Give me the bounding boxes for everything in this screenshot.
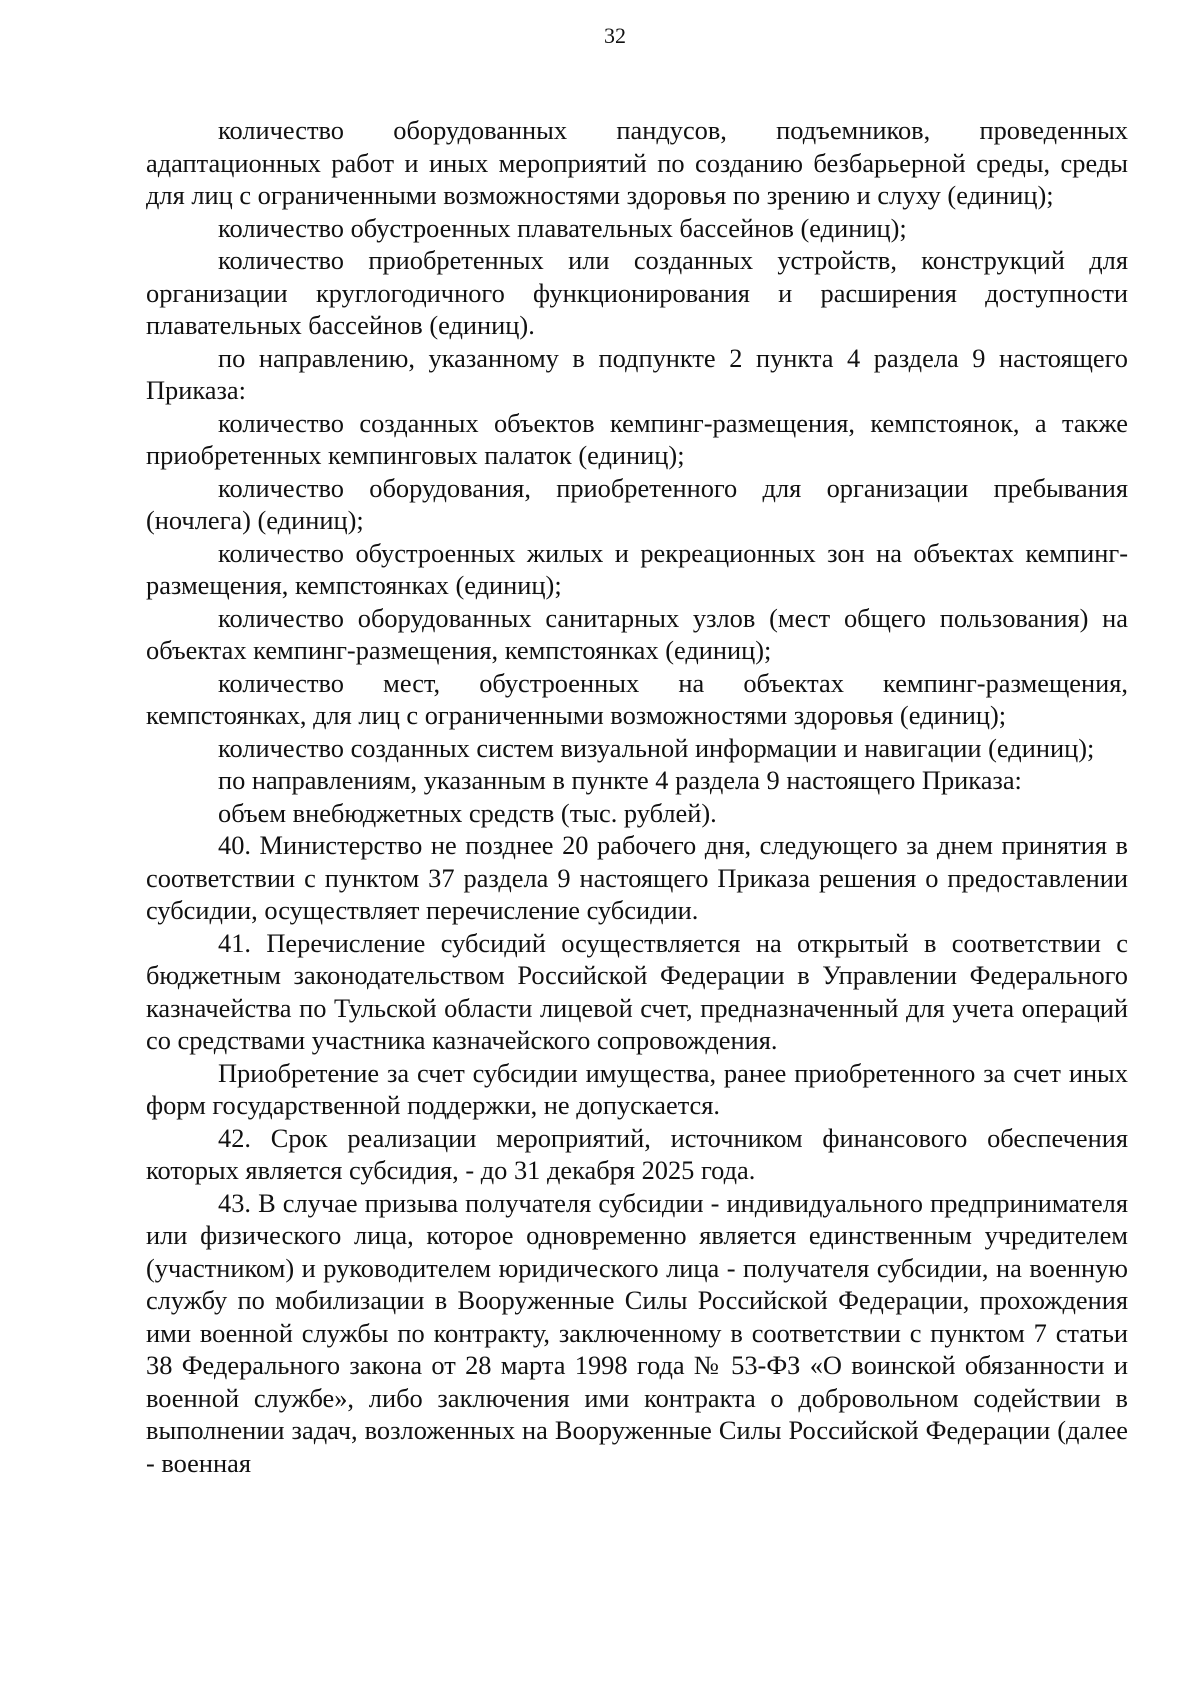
paragraph-item-43: 43. В случае призыва получателя субсидии - индивидуального предпринимателя или физического лица, которое одновременно является единственным учредителем (участником) и руководителем юридического лица - получателя субсидии, на военную службу по мобилизации в Вооруженные Силы Российской Федерации, прохождения ими военной службы по контракту, заключенному в соответствии с пунктом 7 статьи 38 Федерального закона от 28 марта 1998 года № 53-ФЗ «О воинской обязанности и военной службе», либо заключения ими контракта о добровольном содействии в выполнении задач, возложенных на Вооруженные Силы Российской Федерации (далее - военная xyxy=(146,1187,1128,1478)
paragraph-camping-objects-count: количество созданных объектов кемпинг-размещения, кемпстоянок, а также приобретенных кемпинговых палаток (единиц); xyxy=(146,407,1128,470)
paragraph-item-41: 41. Перечисление субсидий осуществляется на открытый в соответствии с бюджетным законодательством Российской Федерации в Управлении Федерального казначейства по Тульской области лицевой счет, предназначенный для учета операций со средствами участника казначейского сопровождения. xyxy=(146,927,1128,1055)
paragraph-lodging-equipment-count: количество оборудования, приобретенного для организации пребывания (ночлега) (единиц); xyxy=(146,472,1128,535)
paragraph-property-acquisition: Приобретение за счет субсидии имущества, ранее приобретенного за счет иных форм государственной поддержки, не допускается. xyxy=(146,1057,1128,1120)
paragraph-item-42: 42. Срок реализации мероприятий, источником финансового обеспечения которых является субсидия, - до 31 декабря 2025 года. xyxy=(146,1122,1128,1185)
paragraph-pool-devices-count: количество приобретенных или созданных устройств, конструкций для организации круглогодичного функционирования и расширения доступности плавательных бассейнов (единиц). xyxy=(146,245,1128,340)
paragraph-sanitary-units-count: количество оборудованных санитарных узлов (мест общего пользования) на объектах кемпинг-размещения, кемпстоянках (единиц); xyxy=(146,602,1128,665)
page-number: 32 xyxy=(604,23,626,48)
document-body xyxy=(146,114,1128,1479)
paragraph-pools-count: количество обустроенных плавательных бассейнов (единиц); xyxy=(218,212,907,243)
paragraph-direction-subpoint-2: по направлению, указанному в подпункте 2 пункта 4 раздела 9 настоящего Приказа: xyxy=(146,342,1128,405)
paragraph-accessible-places-count: количество мест, обустроенных на объектах кемпинг-размещения, кемпстоянках, для лиц с ограниченными возможностями здоровья (единиц); xyxy=(146,667,1128,730)
paragraph-directions-point-4: по направлениям, указанным в пункте 4 раздела 9 настоящего Приказа: xyxy=(218,765,1022,795)
paragraph-ramps-count: количество оборудованных пандусов, подъемников, проведенных адаптационных работ и иных мероприятий по созданию безбарьерной среды, среды для лиц с ограниченными возможностями здоровья по зрению и слуху (единиц); xyxy=(146,115,1128,210)
paragraph-extrabudgetary-funds: объем внебюджетных средств (тыс. рублей). xyxy=(218,797,717,828)
paragraph-item-40: 40. Министерство не позднее 20 рабочего дня, следующего за днем принятия в соответствии с пунктом 37 раздела 9 настоящего Приказа решения о предоставлении субсидии, осуществляет перечисление субсидии. xyxy=(146,830,1128,925)
paragraph-recreation-zones-count: количество обустроенных жилых и рекреационных зон на объектах кемпинг-размещения, кемпстоянках (единиц); xyxy=(146,537,1128,600)
paragraph-navigation-systems-count: количество созданных систем визуальной информации и навигации (единиц); xyxy=(218,732,1095,763)
